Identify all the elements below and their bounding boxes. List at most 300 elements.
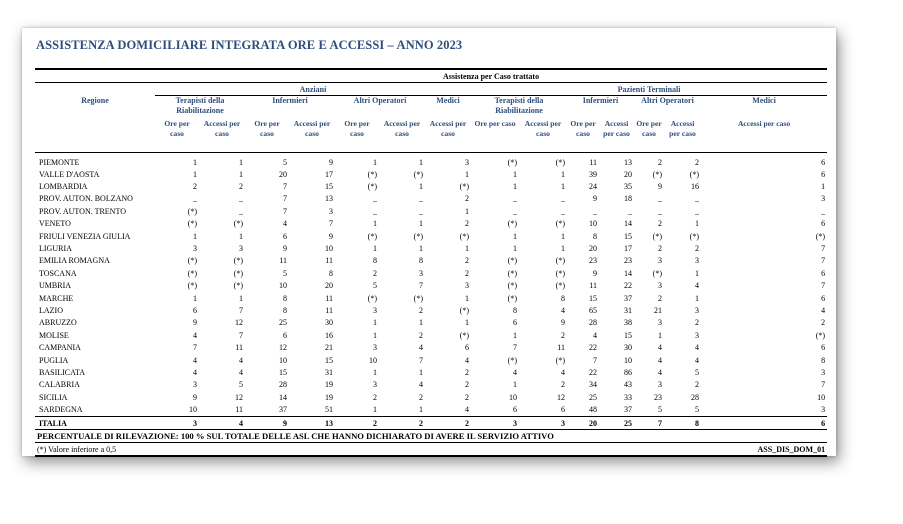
table-row	[35, 267, 827, 279]
value-cell: 8	[664, 416, 701, 429]
value-cell: 3	[695, 305, 699, 315]
subheader-accessi: Accessi per caso	[664, 119, 701, 153]
header-regione: Regione	[81, 95, 109, 105]
region-name: MARCHE	[39, 293, 74, 303]
header-group: Infermieri	[272, 96, 308, 105]
value-cell: 3	[193, 244, 197, 254]
value-cell: 20	[279, 169, 287, 179]
document-page	[22, 28, 836, 456]
value-cell: 1	[193, 293, 197, 303]
value-cell: (*)	[689, 231, 699, 241]
value-cell: 15	[279, 367, 287, 377]
value-cell: 13	[325, 194, 333, 204]
region-name: VALLE D'AOSTA	[39, 169, 100, 179]
table-row	[35, 403, 827, 416]
header-group: Altri Operatori	[353, 96, 407, 105]
value-cell: 35	[624, 182, 632, 192]
value-cell: (*)	[367, 293, 377, 303]
table-row	[35, 180, 827, 192]
value-cell: 2	[419, 392, 423, 402]
value-cell: 15	[325, 355, 333, 365]
value-cell: 4	[465, 355, 469, 365]
header-pazienti-terminali: Pazienti Terminali	[471, 83, 827, 96]
value-cell: 10	[589, 219, 597, 229]
value-cell: 9	[245, 416, 289, 429]
region-name: CAMPANIA	[39, 343, 81, 353]
value-cell: 2	[658, 219, 662, 229]
value-cell: 8	[283, 293, 287, 303]
value-cell: 1	[239, 169, 243, 179]
value-cell: _	[561, 194, 565, 204]
value-cell: 7	[634, 416, 664, 429]
value-cell: 3	[658, 318, 662, 328]
value-cell: 4	[593, 330, 597, 340]
table-row	[35, 255, 827, 267]
value-cell: (*)	[187, 206, 197, 216]
value-cell: 5	[695, 367, 699, 377]
value-cell: 3	[695, 330, 699, 340]
value-cell: 8	[561, 293, 565, 303]
table-row	[35, 280, 827, 292]
table-row	[35, 168, 827, 180]
value-cell: 3	[465, 157, 469, 167]
region-name: LAZIO	[39, 305, 63, 315]
value-cell: 8	[513, 305, 517, 315]
value-cell: 25	[589, 392, 597, 402]
value-cell: 7	[821, 281, 826, 291]
value-cell: 33	[624, 392, 632, 402]
table-code: ASS_DIS_DOM_01	[664, 443, 827, 457]
value-cell: (*)	[367, 231, 377, 241]
table-row	[35, 366, 827, 378]
value-cell: 28	[589, 318, 597, 328]
value-cell: (*)	[507, 281, 517, 291]
value-cell: 2	[561, 330, 565, 340]
value-cell: _	[658, 194, 662, 204]
region-name: EMILIA ROMAGNA	[39, 256, 110, 266]
value-cell: (*)	[555, 157, 565, 167]
value-cell: 2	[465, 268, 469, 278]
value-cell: 2	[465, 194, 469, 204]
subheader-ore: Ore per caso	[567, 119, 599, 153]
value-cell: 6	[821, 343, 826, 353]
value-cell: 3	[658, 380, 662, 390]
value-cell: 1	[373, 219, 377, 229]
value-cell: 2	[465, 256, 469, 266]
value-cell: 10	[369, 355, 377, 365]
value-cell: 24	[589, 182, 597, 192]
value-cell: 4	[658, 343, 662, 353]
value-cell: 1	[465, 318, 469, 328]
value-cell: 10	[817, 392, 826, 402]
header-group: Terapisti della Riabilitazione	[175, 96, 225, 115]
value-cell: 7	[821, 256, 826, 266]
value-cell: 16	[691, 182, 699, 192]
value-cell: 20	[567, 416, 599, 429]
value-cell: _	[513, 206, 517, 216]
value-cell: 1	[193, 157, 197, 167]
header-group: Terapisti della Riabilitazione	[494, 96, 544, 115]
value-cell: 20	[325, 281, 333, 291]
value-cell: 7	[419, 281, 423, 291]
value-cell: (*)	[413, 231, 423, 241]
value-cell: 21	[654, 305, 662, 315]
header-row-subcolumns	[35, 119, 827, 153]
value-cell: 10	[189, 405, 197, 415]
value-cell: 6	[821, 157, 826, 167]
value-cell: 1	[513, 380, 517, 390]
value-cell: 1	[419, 157, 423, 167]
value-cell: 6	[283, 330, 287, 340]
value-cell: 1	[821, 182, 826, 192]
value-cell: 4	[561, 305, 565, 315]
header-assistenza: Assistenza per Caso trattato	[155, 69, 827, 83]
footnote: (*) Valore inferiore a 0,5	[35, 443, 664, 457]
header-anziani: Anziani	[155, 83, 471, 96]
value-cell: (*)	[689, 169, 699, 179]
value-cell: 13	[624, 157, 632, 167]
value-cell: 18	[624, 194, 632, 204]
value-cell: 1	[373, 318, 377, 328]
value-cell: 1	[465, 244, 469, 254]
region-name: UMBRIA	[39, 281, 72, 291]
value-cell: 3	[329, 206, 333, 216]
value-cell: 37	[624, 293, 632, 303]
value-cell: 6	[821, 169, 826, 179]
value-cell: _	[628, 206, 632, 216]
value-cell: 7	[329, 219, 333, 229]
value-cell: (*)	[507, 157, 517, 167]
value-cell: 1	[513, 330, 517, 340]
value-cell: 2	[335, 416, 379, 429]
value-cell: 1	[419, 219, 423, 229]
value-cell: (*)	[507, 293, 517, 303]
value-cell: 11	[325, 256, 333, 266]
value-cell: 4	[193, 367, 197, 377]
value-cell: 4	[193, 330, 197, 340]
region-name: PIEMONTE	[39, 157, 80, 167]
value-cell: 4	[419, 380, 423, 390]
value-cell: 20	[589, 244, 597, 254]
value-cell: (*)	[555, 355, 565, 365]
value-cell: 5	[373, 281, 377, 291]
value-cell: 23	[624, 256, 632, 266]
value-cell: 11	[235, 405, 243, 415]
subheader-ore: Ore per caso	[634, 119, 664, 153]
value-cell: 11	[235, 343, 243, 353]
subheader-ore: Ore per caso	[471, 119, 519, 153]
header-group: Altri Operatori	[641, 96, 694, 105]
value-cell: 11	[279, 256, 287, 266]
value-cell: 4	[695, 355, 699, 365]
value-cell: 2	[658, 157, 662, 167]
table-row	[35, 193, 827, 205]
value-cell: 2	[561, 380, 565, 390]
value-cell: 6	[821, 219, 826, 229]
value-cell: 1	[695, 293, 699, 303]
value-cell: 11	[325, 293, 333, 303]
value-cell: 2	[695, 157, 699, 167]
value-cell: 6	[701, 416, 827, 429]
value-cell: (*)	[459, 305, 469, 315]
value-cell: 3	[239, 244, 243, 254]
total-row	[35, 416, 827, 429]
region-name: PROV. AUTON. BOLZANO	[39, 194, 133, 204]
value-cell: _	[561, 206, 565, 216]
value-cell: 21	[325, 343, 333, 353]
value-cell: (*)	[652, 268, 662, 278]
table-row	[35, 205, 827, 217]
value-cell: 2	[821, 318, 826, 328]
region-name: TOSCANA	[39, 268, 77, 278]
value-cell: 1	[419, 367, 423, 377]
value-cell: (*)	[233, 268, 243, 278]
value-cell: 1	[695, 268, 699, 278]
value-cell: 1	[513, 231, 517, 241]
value-cell: 3	[471, 416, 519, 429]
header-group: Infermieri	[582, 96, 619, 105]
value-cell: 1	[373, 367, 377, 377]
value-cell: 4	[283, 219, 287, 229]
value-cell: 38	[624, 318, 632, 328]
value-cell: 2	[425, 416, 471, 429]
value-cell: _	[821, 206, 826, 216]
value-cell: 19	[325, 380, 333, 390]
value-cell: 22	[589, 343, 597, 353]
value-cell: 25	[599, 416, 634, 429]
value-cell: 9	[193, 392, 197, 402]
value-cell: 16	[325, 330, 333, 340]
value-cell: 9	[193, 318, 197, 328]
value-cell: 3	[658, 281, 662, 291]
value-cell: 25	[279, 318, 287, 328]
subheader-accessi: Accessi per caso	[199, 119, 245, 153]
value-cell: 3	[519, 416, 567, 429]
value-cell: (*)	[187, 256, 197, 266]
value-cell: 11	[589, 281, 597, 291]
value-cell: 10	[279, 281, 287, 291]
value-cell: 10	[325, 244, 333, 254]
value-cell: 4	[561, 367, 565, 377]
value-cell: 14	[279, 392, 287, 402]
value-cell: 12	[235, 318, 243, 328]
value-cell: 9	[658, 182, 662, 192]
table-row	[35, 242, 827, 254]
value-cell: 7	[283, 182, 287, 192]
value-cell: (*)	[459, 231, 469, 241]
value-cell: 13	[289, 416, 335, 429]
value-cell: 4	[419, 343, 423, 353]
value-cell: (*)	[413, 293, 423, 303]
table-row	[35, 354, 827, 366]
footnote-row	[35, 443, 827, 457]
value-cell: 4	[193, 355, 197, 365]
value-cell: (*)	[367, 182, 377, 192]
value-cell: _	[695, 206, 699, 216]
subheader-accessi: Accessi per caso	[289, 119, 335, 153]
region-name: MOLISE	[39, 330, 69, 340]
value-cell: 4	[658, 367, 662, 377]
value-cell: 4	[199, 416, 245, 429]
value-cell: 1	[419, 318, 423, 328]
value-cell: 5	[283, 157, 287, 167]
value-cell: 1	[513, 244, 517, 254]
value-cell: (*)	[555, 281, 565, 291]
value-cell: (*)	[187, 219, 197, 229]
value-cell: 12	[279, 343, 287, 353]
value-cell: 1	[561, 231, 565, 241]
value-cell: (*)	[413, 169, 423, 179]
value-cell: 48	[589, 405, 597, 415]
value-cell: 11	[557, 343, 565, 353]
value-cell: 7	[821, 380, 826, 390]
subheader-accessi: Accessi per caso	[425, 119, 471, 153]
note-percentuale: PERCENTUALE DI RILEVAZIONE: 100 % SUL TOTALE DELLE ASL CHE HANNO DICHIARATO DI AVERE IL SERVIZIO ATTIVO	[35, 430, 827, 443]
value-cell: 4	[821, 305, 826, 315]
value-cell: 5	[239, 380, 243, 390]
value-cell: 34	[589, 380, 597, 390]
value-cell: 9	[329, 231, 333, 241]
data-table	[35, 68, 827, 457]
region-name: BASILICATA	[39, 367, 86, 377]
value-cell: _	[239, 194, 243, 204]
value-cell: 51	[325, 405, 333, 415]
value-cell: (*)	[652, 169, 662, 179]
value-cell: 15	[325, 182, 333, 192]
note-row	[35, 430, 827, 443]
value-cell: (*)	[815, 330, 826, 340]
value-cell: 2	[658, 244, 662, 254]
value-cell: 3	[373, 343, 377, 353]
value-cell: 28	[691, 392, 699, 402]
value-cell: (*)	[555, 219, 565, 229]
value-cell: 6	[465, 343, 469, 353]
page-title: ASSISTENZA DOMICILIARE INTEGRATA ORE E ACCESSI – ANNO 2023	[36, 38, 463, 52]
value-cell: 15	[624, 231, 632, 241]
value-cell: 9	[283, 244, 287, 254]
value-cell: 8	[373, 256, 377, 266]
value-cell: 6	[561, 405, 565, 415]
value-cell: 3	[821, 194, 826, 204]
region-name: VENETO	[39, 219, 71, 229]
table-row	[35, 317, 827, 329]
value-cell: 6	[821, 293, 826, 303]
value-cell: 4	[695, 281, 699, 291]
value-cell: 6	[513, 318, 517, 328]
value-cell: _	[373, 206, 377, 216]
value-cell: 10	[624, 355, 632, 365]
region-name: ABRUZZO	[39, 318, 77, 328]
region-name: ITALIA	[35, 416, 155, 429]
value-cell: 6	[821, 268, 826, 278]
value-cell: 37	[624, 405, 632, 415]
value-cell: 1	[513, 169, 517, 179]
table-row	[35, 292, 827, 304]
value-cell: 1	[561, 244, 565, 254]
value-cell: (*)	[233, 281, 243, 291]
value-cell: 12	[557, 392, 565, 402]
header-row-categories	[35, 83, 827, 96]
value-cell: (*)	[507, 256, 517, 266]
value-cell: 14	[624, 219, 632, 229]
value-cell: 2	[465, 380, 469, 390]
value-cell: 1	[373, 157, 377, 167]
region-name: LOMBARDIA	[39, 182, 88, 192]
header-group: Medici	[752, 96, 776, 105]
value-cell: 30	[624, 343, 632, 353]
value-cell: 8	[283, 305, 287, 315]
value-cell: (*)	[507, 355, 517, 365]
value-cell: 86	[624, 367, 632, 377]
value-cell: 2	[465, 392, 469, 402]
value-cell: _	[419, 194, 423, 204]
value-cell: 1	[239, 157, 243, 167]
region-name: LIGURIA	[39, 244, 72, 254]
value-cell: 1	[373, 405, 377, 415]
region-name: SICILIA	[39, 392, 68, 402]
subheader-ore: Ore per caso	[155, 119, 199, 153]
value-cell: 3	[155, 416, 199, 429]
value-cell: 39	[589, 169, 597, 179]
value-cell: 4	[465, 405, 469, 415]
value-cell: (*)	[555, 268, 565, 278]
value-cell: 8	[821, 355, 826, 365]
value-cell: 3	[465, 281, 469, 291]
value-cell: 23	[654, 392, 662, 402]
value-cell: 2	[193, 182, 197, 192]
value-cell: (*)	[507, 219, 517, 229]
table-row	[35, 304, 827, 316]
value-cell: 1	[695, 219, 699, 229]
value-cell: 2	[465, 219, 469, 229]
value-cell: 1	[419, 244, 423, 254]
value-cell: 14	[624, 268, 632, 278]
value-cell: 11	[325, 305, 333, 315]
value-cell: 3	[658, 256, 662, 266]
value-cell: 1	[465, 169, 469, 179]
value-cell: 4	[695, 343, 699, 353]
value-cell: 12	[235, 392, 243, 402]
value-cell: 65	[589, 305, 597, 315]
value-cell: 9	[329, 157, 333, 167]
value-cell: 2	[379, 416, 425, 429]
header-group: Medici	[436, 96, 460, 105]
value-cell: 4	[239, 355, 243, 365]
subheader-ore: Ore per caso	[335, 119, 379, 153]
value-cell: _	[239, 206, 243, 216]
table-row	[35, 230, 827, 242]
value-cell: 1	[239, 293, 243, 303]
value-cell: _	[193, 194, 197, 204]
value-cell: 31	[624, 305, 632, 315]
value-cell: 7	[239, 305, 243, 315]
value-cell: 15	[589, 293, 597, 303]
value-cell: 3	[373, 305, 377, 315]
value-cell: 1	[193, 169, 197, 179]
value-cell: 9	[561, 318, 565, 328]
value-cell: _	[419, 206, 423, 216]
value-cell: 2	[695, 244, 699, 254]
value-cell: 31	[325, 367, 333, 377]
value-cell: 5	[658, 405, 662, 415]
value-cell: 43	[624, 380, 632, 390]
value-cell: 3	[419, 268, 423, 278]
value-cell: 2	[695, 318, 699, 328]
subheader-ore: Ore per caso	[245, 119, 289, 153]
value-cell: 3	[193, 380, 197, 390]
value-cell: 3	[695, 256, 699, 266]
table-row	[35, 391, 827, 403]
